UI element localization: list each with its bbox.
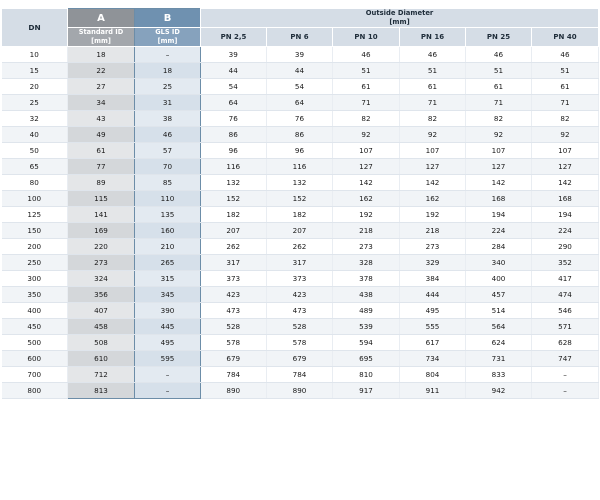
pn-16-cell: 384: [400, 271, 466, 287]
dn-cell: 65: [2, 159, 68, 175]
dn-cell: 700: [2, 367, 68, 383]
pn-16-cell: 92: [400, 127, 466, 143]
pn-2-5-cell: 262: [201, 239, 267, 255]
pipe-dimension-table: [1, 8, 599, 399]
gls-id-cell: 18: [135, 63, 201, 79]
table-row: [2, 143, 599, 159]
pn-16-cell: 444: [400, 287, 466, 303]
pn-25-cell: 142: [466, 175, 532, 191]
dn-cell: 80: [2, 175, 68, 191]
table-header: [2, 9, 599, 47]
standard-id-cell: 49: [68, 127, 135, 143]
pn-25-cell: 400: [466, 271, 532, 287]
table-body: [2, 47, 599, 399]
pn-2-5-cell: 317: [201, 255, 267, 271]
table-row: [2, 239, 599, 255]
table-row: [2, 367, 599, 383]
pn-16-cell: 555: [400, 319, 466, 335]
pn-25-cell: 46: [466, 47, 532, 63]
pn-10-cell: 378: [333, 271, 400, 287]
table-row: [2, 111, 599, 127]
gls-id-cell: 210: [135, 239, 201, 255]
pn-2-5-cell: 54: [201, 79, 267, 95]
table-row: [2, 159, 599, 175]
pn-10-cell: 917: [333, 383, 400, 399]
pn-10-cell: 810: [333, 367, 400, 383]
pn-40-cell: 71: [532, 95, 599, 111]
pn-2-5-cell: 116: [201, 159, 267, 175]
pn-6-cell: 44: [267, 63, 333, 79]
dn-cell: 200: [2, 239, 68, 255]
col-b-letter: B: [135, 9, 201, 28]
pn-10-cell: 438: [333, 287, 400, 303]
pn-header: PN 6: [267, 28, 333, 47]
pn-25-cell: 514: [466, 303, 532, 319]
gls-id-cell: 135: [135, 207, 201, 223]
pn-10-cell: 489: [333, 303, 400, 319]
dn-cell: 400: [2, 303, 68, 319]
pn-25-cell: 127: [466, 159, 532, 175]
pn-6-cell: 317: [267, 255, 333, 271]
pn-6-cell: 528: [267, 319, 333, 335]
table-row: [2, 271, 599, 287]
pn-40-cell: 290: [532, 239, 599, 255]
dn-cell: 25: [2, 95, 68, 111]
pn-40-cell: 417: [532, 271, 599, 287]
pn-40-cell: 571: [532, 319, 599, 335]
gls-id-cell: –: [135, 383, 201, 399]
pn-40-cell: 352: [532, 255, 599, 271]
pn-2-5-cell: 44: [201, 63, 267, 79]
pn-40-cell: –: [532, 367, 599, 383]
pn-6-cell: 578: [267, 335, 333, 351]
dn-cell: 250: [2, 255, 68, 271]
pn-40-cell: 142: [532, 175, 599, 191]
pn-2-5-cell: 473: [201, 303, 267, 319]
dn-cell: 350: [2, 287, 68, 303]
table-row: [2, 127, 599, 143]
pn-25-cell: 284: [466, 239, 532, 255]
pn-6-cell: 262: [267, 239, 333, 255]
pn-40-cell: 546: [532, 303, 599, 319]
gls-id-cell: 315: [135, 271, 201, 287]
pn-10-cell: 192: [333, 207, 400, 223]
pn-2-5-cell: 39: [201, 47, 267, 63]
dn-cell: 450: [2, 319, 68, 335]
pn-6-cell: 679: [267, 351, 333, 367]
gls-id-cell: 495: [135, 335, 201, 351]
pn-6-cell: 182: [267, 207, 333, 223]
pn-25-cell: 51: [466, 63, 532, 79]
standard-id-cell: 407: [68, 303, 135, 319]
pn-40-cell: 127: [532, 159, 599, 175]
standard-id-cell: 141: [68, 207, 135, 223]
gls-id-cell: 345: [135, 287, 201, 303]
pn-6-cell: 116: [267, 159, 333, 175]
pn-10-cell: 328: [333, 255, 400, 271]
dn-cell: 15: [2, 63, 68, 79]
dn-cell: 10: [2, 47, 68, 63]
pn-25-cell: 731: [466, 351, 532, 367]
pn-6-cell: 784: [267, 367, 333, 383]
pn-25-cell: 92: [466, 127, 532, 143]
pn-header: PN 40: [532, 28, 599, 47]
dn-cell: 32: [2, 111, 68, 127]
pn-40-cell: 224: [532, 223, 599, 239]
table-row: [2, 383, 599, 399]
gls-id-cell: 57: [135, 143, 201, 159]
dn-header: DN: [2, 9, 68, 47]
pn-2-5-cell: 96: [201, 143, 267, 159]
pn-16-cell: 218: [400, 223, 466, 239]
pn-2-5-cell: 679: [201, 351, 267, 367]
pn-6-cell: 373: [267, 271, 333, 287]
pn-16-cell: 911: [400, 383, 466, 399]
pn-header: PN 25: [466, 28, 532, 47]
pn-25-cell: 82: [466, 111, 532, 127]
standard-id-cell: 27: [68, 79, 135, 95]
pn-25-cell: 564: [466, 319, 532, 335]
pn-25-cell: 340: [466, 255, 532, 271]
gls-id-cell: 38: [135, 111, 201, 127]
pn-16-cell: 51: [400, 63, 466, 79]
pn-25-cell: 224: [466, 223, 532, 239]
table-row: [2, 255, 599, 271]
pn-10-cell: 695: [333, 351, 400, 367]
standard-id-cell: 324: [68, 271, 135, 287]
pn-6-cell: 86: [267, 127, 333, 143]
pn-25-cell: 168: [466, 191, 532, 207]
table-row: [2, 191, 599, 207]
outside-diameter-unit: [mm]: [389, 18, 410, 26]
pn-2-5-cell: 890: [201, 383, 267, 399]
pn-10-cell: 127: [333, 159, 400, 175]
pn-6-cell: 54: [267, 79, 333, 95]
dn-cell: 125: [2, 207, 68, 223]
table-row: [2, 95, 599, 111]
dn-cell: 300: [2, 271, 68, 287]
dn-cell: 600: [2, 351, 68, 367]
gls-id-cell: –: [135, 367, 201, 383]
pn-16-cell: 804: [400, 367, 466, 383]
pn-25-cell: 457: [466, 287, 532, 303]
dn-cell: 100: [2, 191, 68, 207]
standard-id-cell: 610: [68, 351, 135, 367]
pn-16-cell: 617: [400, 335, 466, 351]
standard-id-cell: 77: [68, 159, 135, 175]
pn-40-cell: –: [532, 383, 599, 399]
pn-6-cell: 152: [267, 191, 333, 207]
pn-10-cell: 71: [333, 95, 400, 111]
pn-16-cell: 61: [400, 79, 466, 95]
standard-id-cell: 18: [68, 47, 135, 63]
pn-6-cell: 423: [267, 287, 333, 303]
gls-id-cell: 46: [135, 127, 201, 143]
dn-cell: 150: [2, 223, 68, 239]
pn-10-cell: 61: [333, 79, 400, 95]
dn-cell: 20: [2, 79, 68, 95]
pn-6-cell: 64: [267, 95, 333, 111]
standard-id-cell: 356: [68, 287, 135, 303]
standard-id-cell: 508: [68, 335, 135, 351]
dn-cell: 500: [2, 335, 68, 351]
gls-id-cell: 390: [135, 303, 201, 319]
gls-id-cell: 265: [135, 255, 201, 271]
pn-10-cell: 107: [333, 143, 400, 159]
standard-id-cell: 61: [68, 143, 135, 159]
pn-2-5-cell: 578: [201, 335, 267, 351]
pn-10-cell: 142: [333, 175, 400, 191]
pn-40-cell: 168: [532, 191, 599, 207]
pn-16-cell: 495: [400, 303, 466, 319]
pn-6-cell: 207: [267, 223, 333, 239]
pn-16-cell: 329: [400, 255, 466, 271]
pn-10-cell: 162: [333, 191, 400, 207]
standard-id-cell: 89: [68, 175, 135, 191]
col-a-header: [68, 28, 135, 47]
pn-2-5-cell: 76: [201, 111, 267, 127]
pn-25-cell: 942: [466, 383, 532, 399]
pn-6-cell: 890: [267, 383, 333, 399]
gls-id-cell: 595: [135, 351, 201, 367]
outside-diameter-header: [201, 9, 599, 28]
pn-16-cell: 107: [400, 143, 466, 159]
pn-16-cell: 71: [400, 95, 466, 111]
pn-2-5-cell: 528: [201, 319, 267, 335]
pn-2-5-cell: 373: [201, 271, 267, 287]
pn-16-cell: 162: [400, 191, 466, 207]
pn-6-cell: 76: [267, 111, 333, 127]
pn-40-cell: 82: [532, 111, 599, 127]
gls-id-cell: –: [135, 47, 201, 63]
gls-id-cell: 85: [135, 175, 201, 191]
standard-id-cell: 169: [68, 223, 135, 239]
pn-10-cell: 92: [333, 127, 400, 143]
standard-id-cell: 34: [68, 95, 135, 111]
pn-header: PN 10: [333, 28, 400, 47]
table-row: [2, 351, 599, 367]
standard-id-cell: 115: [68, 191, 135, 207]
table-row: [2, 223, 599, 239]
pn-25-cell: 194: [466, 207, 532, 223]
pn-10-cell: 539: [333, 319, 400, 335]
col-a-title: Standard ID: [78, 28, 124, 36]
pn-40-cell: 46: [532, 47, 599, 63]
gls-id-cell: 31: [135, 95, 201, 111]
dn-cell: 800: [2, 383, 68, 399]
pn-40-cell: 474: [532, 287, 599, 303]
gls-id-cell: 25: [135, 79, 201, 95]
pn-10-cell: 594: [333, 335, 400, 351]
dn-cell: 40: [2, 127, 68, 143]
pn-2-5-cell: 182: [201, 207, 267, 223]
pn-6-cell: 96: [267, 143, 333, 159]
pn-header: PN 16: [400, 28, 466, 47]
dn-cell: 50: [2, 143, 68, 159]
pn-25-cell: 833: [466, 367, 532, 383]
pn-16-cell: 46: [400, 47, 466, 63]
pn-40-cell: 747: [532, 351, 599, 367]
pn-2-5-cell: 423: [201, 287, 267, 303]
pn-40-cell: 628: [532, 335, 599, 351]
pn-10-cell: 82: [333, 111, 400, 127]
table-row: [2, 335, 599, 351]
outside-diameter-title: Outside Diameter: [365, 9, 434, 17]
table-row: [2, 175, 599, 191]
gls-id-cell: 445: [135, 319, 201, 335]
pn-header: PN 2,5: [201, 28, 267, 47]
gls-id-cell: 70: [135, 159, 201, 175]
standard-id-cell: 43: [68, 111, 135, 127]
pn-6-cell: 473: [267, 303, 333, 319]
table-row: [2, 47, 599, 63]
table-row: [2, 63, 599, 79]
col-b-unit: [mm]: [157, 37, 178, 45]
col-a-letter: A: [68, 9, 135, 28]
pn-25-cell: 61: [466, 79, 532, 95]
pn-2-5-cell: 784: [201, 367, 267, 383]
table-row: [2, 303, 599, 319]
pn-6-cell: 39: [267, 47, 333, 63]
pn-2-5-cell: 132: [201, 175, 267, 191]
standard-id-cell: 712: [68, 367, 135, 383]
pn-16-cell: 273: [400, 239, 466, 255]
pn-2-5-cell: 207: [201, 223, 267, 239]
standard-id-cell: 220: [68, 239, 135, 255]
standard-id-cell: 22: [68, 63, 135, 79]
pn-10-cell: 218: [333, 223, 400, 239]
pn-10-cell: 51: [333, 63, 400, 79]
table-row: [2, 319, 599, 335]
pn-25-cell: 107: [466, 143, 532, 159]
pn-40-cell: 51: [532, 63, 599, 79]
standard-id-cell: 813: [68, 383, 135, 399]
pn-10-cell: 273: [333, 239, 400, 255]
pn-40-cell: 61: [532, 79, 599, 95]
pn-2-5-cell: 86: [201, 127, 267, 143]
pn-40-cell: 107: [532, 143, 599, 159]
table-row: [2, 207, 599, 223]
pn-16-cell: 192: [400, 207, 466, 223]
standard-id-cell: 458: [68, 319, 135, 335]
pn-2-5-cell: 64: [201, 95, 267, 111]
pn-10-cell: 46: [333, 47, 400, 63]
standard-id-cell: 273: [68, 255, 135, 271]
col-b-header: [135, 28, 201, 47]
table-row: [2, 287, 599, 303]
gls-id-cell: 160: [135, 223, 201, 239]
gls-id-cell: 110: [135, 191, 201, 207]
table-row: [2, 79, 599, 95]
pn-40-cell: 92: [532, 127, 599, 143]
pn-16-cell: 734: [400, 351, 466, 367]
pn-2-5-cell: 152: [201, 191, 267, 207]
pn-16-cell: 142: [400, 175, 466, 191]
col-a-unit: [mm]: [91, 37, 111, 45]
pn-25-cell: 71: [466, 95, 532, 111]
pn-16-cell: 127: [400, 159, 466, 175]
pn-40-cell: 194: [532, 207, 599, 223]
col-b-title: GLS ID: [155, 28, 180, 36]
pn-6-cell: 132: [267, 175, 333, 191]
pn-16-cell: 82: [400, 111, 466, 127]
pn-25-cell: 624: [466, 335, 532, 351]
